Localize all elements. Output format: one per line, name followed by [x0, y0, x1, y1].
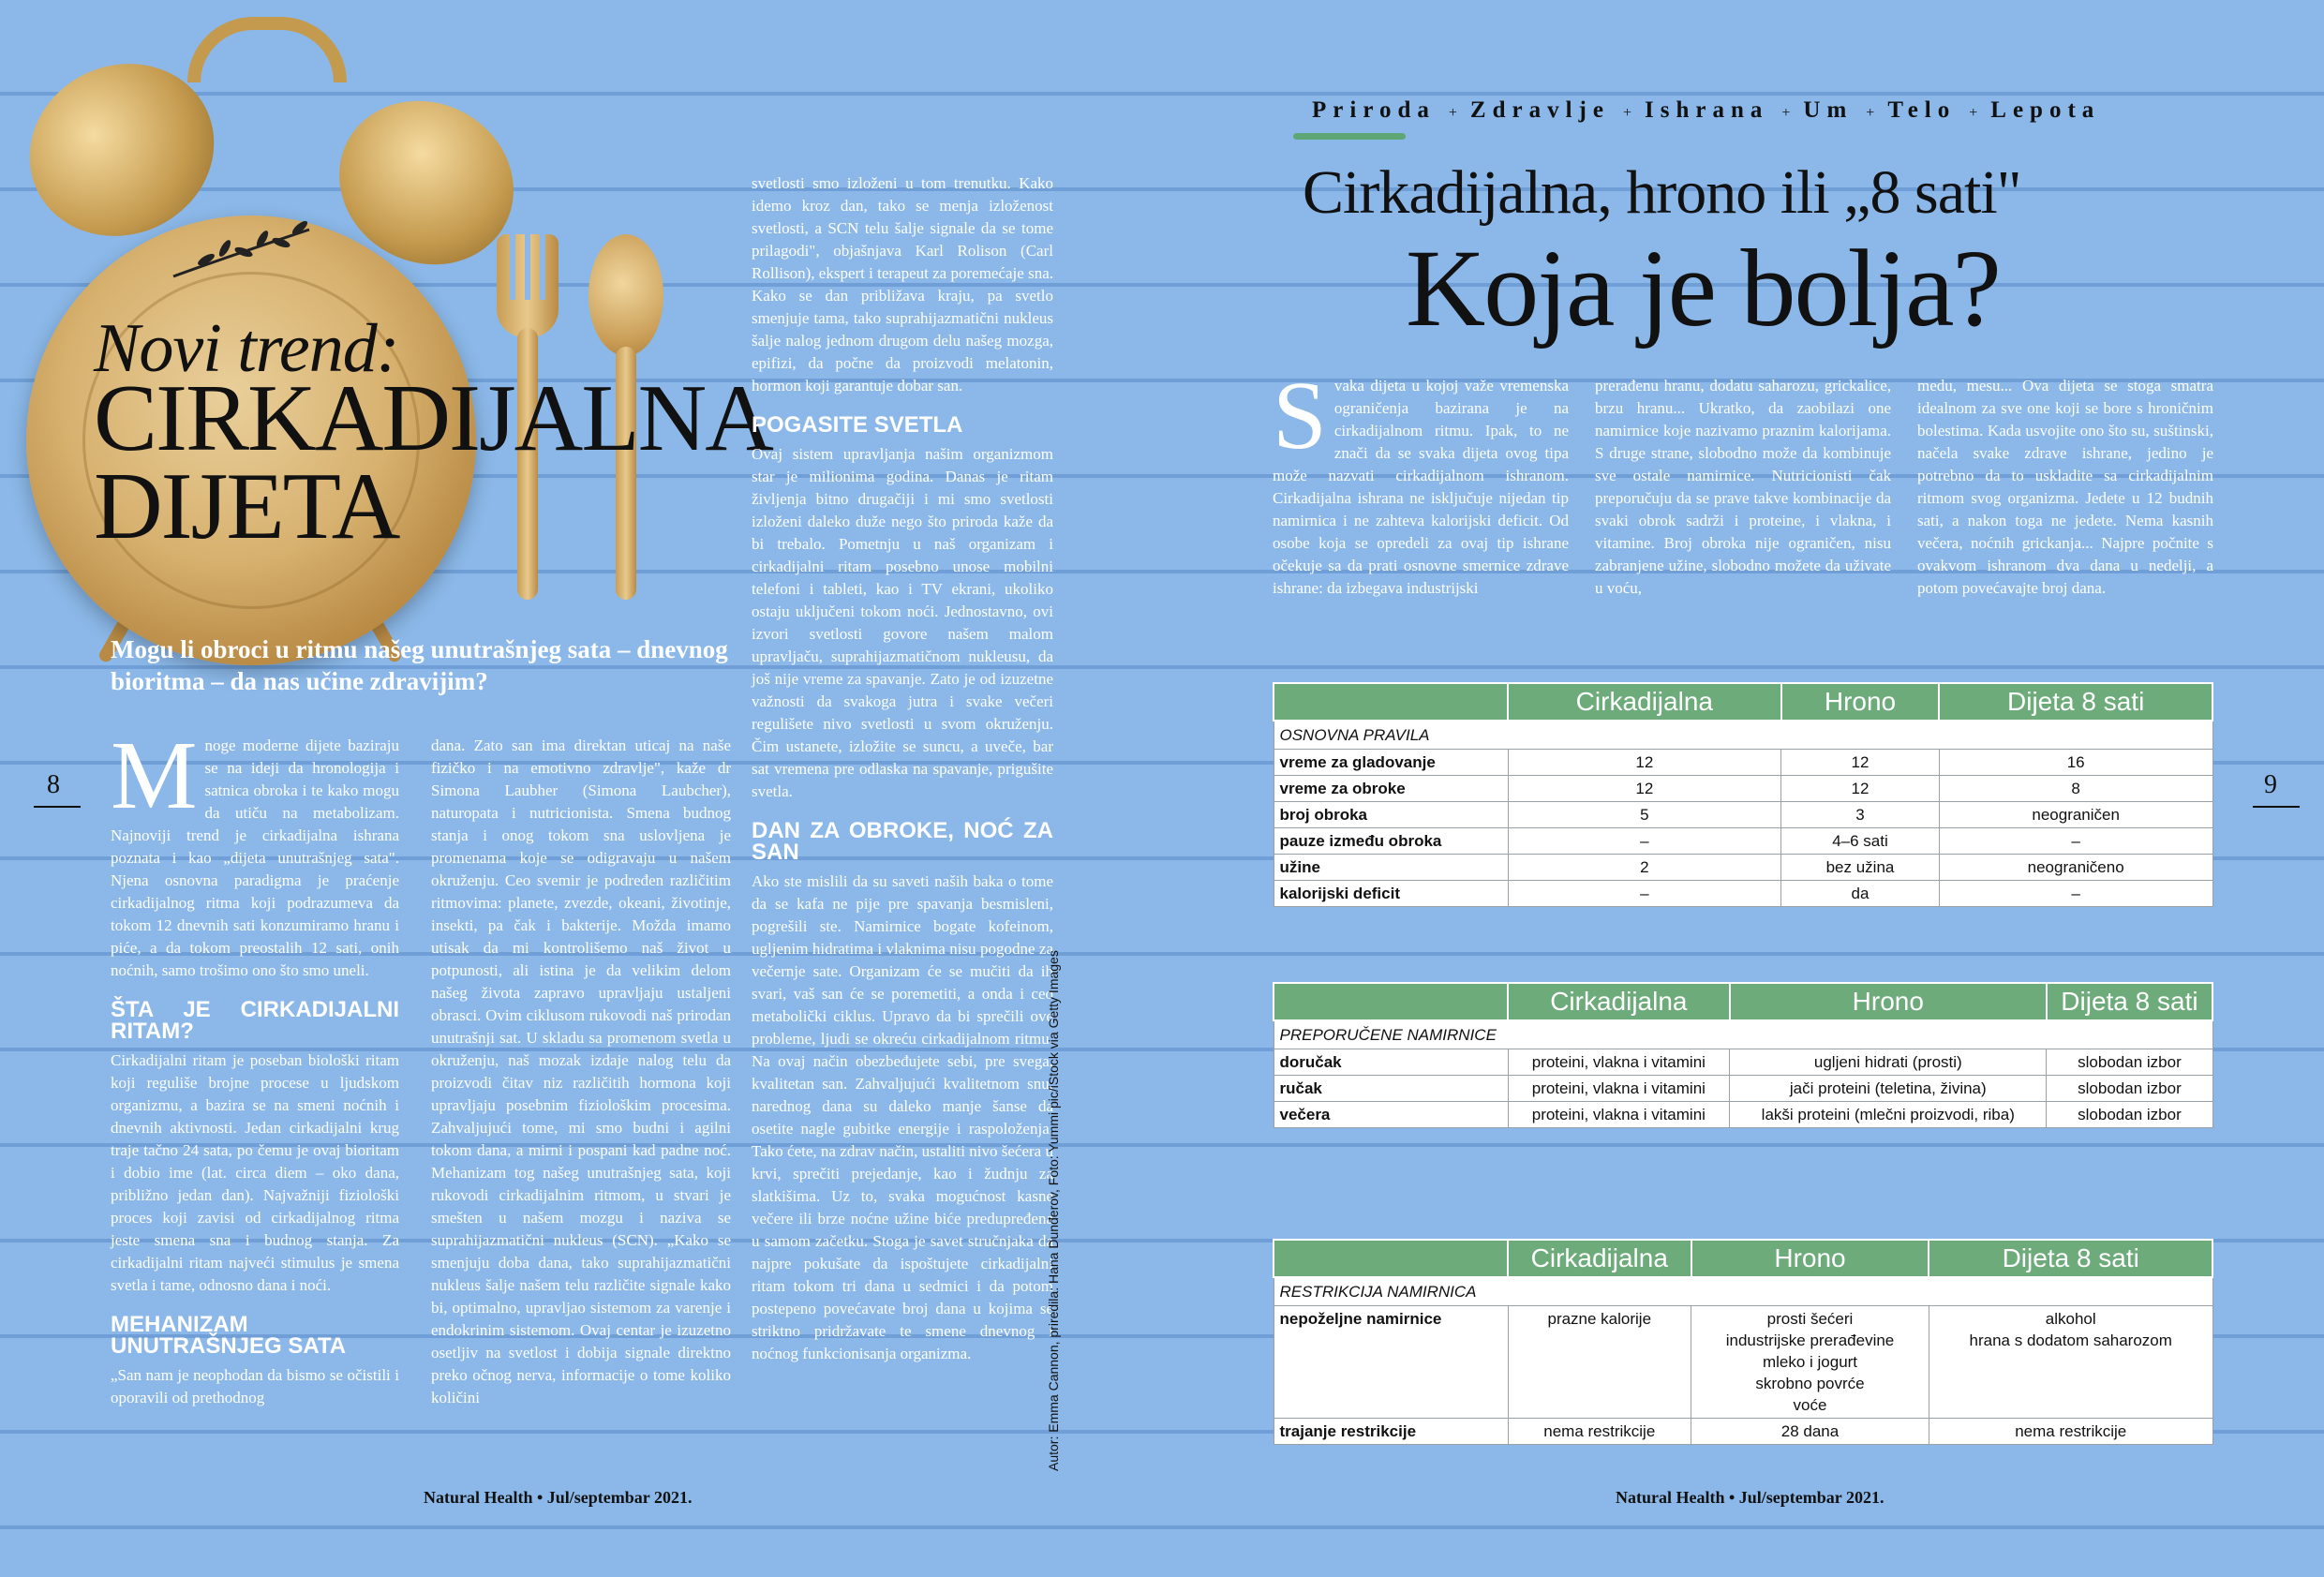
- table-cell: 12: [1508, 749, 1781, 775]
- table-cell: nema restrikcije: [1929, 1418, 2212, 1444]
- row-label: večera: [1274, 1101, 1508, 1127]
- row-label: broj obroka: [1274, 801, 1508, 827]
- table-section-label: PREPORUČENE NAMIRNICE: [1274, 1020, 2212, 1049]
- table-row: [1274, 775, 2212, 801]
- row-label: ručak: [1274, 1075, 1508, 1101]
- row-label: doručak: [1274, 1049, 1508, 1075]
- table-cell: 28 dana: [1691, 1418, 1929, 1444]
- page-number: 9: [2264, 770, 2277, 799]
- table-row: [1274, 1418, 2212, 1444]
- article-column-1: [111, 722, 399, 1409]
- column-header: Hrono: [1691, 1240, 1929, 1277]
- row-label: vreme za obroke: [1274, 775, 1508, 801]
- paragraph: prerađenu hranu, dodatu saharozu, grickalice, brzu hranu... Ukratko, da zaobilazi one namirnice koje nazivamo praznim kalorijama. S druge strane, slobodno može da kombinuje sve ostale namirnice. Nutricionisti čak preporučuju da se prave takve kombinacije da svaki obrok sadrži i proteine, i vlakna, i vitamine. Broj obroka nije ograničen, nisu zabranjene užine, slobodno možete da uživate u voću,: [1595, 377, 1891, 597]
- table-cell: lakši proteini (mlečni proizvodi, riba): [1730, 1101, 2047, 1127]
- table-row: [1274, 1049, 2212, 1075]
- row-label: užine: [1274, 854, 1508, 880]
- dropcap: S: [1273, 362, 1327, 469]
- table-row: [1274, 827, 2212, 854]
- table-cell: proteini, vlakna i vitamini: [1508, 1101, 1730, 1127]
- table-cell: nema restrikcije: [1508, 1418, 1691, 1444]
- headline-italic: Novi trend:: [94, 310, 399, 387]
- table-cell: 4–6 sati: [1781, 827, 1940, 854]
- subheading: POGASITE SVETLA: [752, 412, 963, 438]
- table-cell: 12: [1781, 749, 1940, 775]
- row-label: nepoželjne namirnice: [1274, 1305, 1508, 1418]
- table-row: [1274, 1075, 2212, 1101]
- comparison-table-food-restriction: [1273, 1239, 2213, 1445]
- column-header: Dijeta 8 sati: [2047, 983, 2212, 1020]
- topic-underline: [1293, 133, 1406, 140]
- table-cell: prazne kalorije: [1508, 1305, 1691, 1418]
- table-cell: –: [1508, 880, 1781, 906]
- table-cell: bez užina: [1781, 854, 1940, 880]
- table-cell: proteini, vlakna i vitamini: [1508, 1049, 1730, 1075]
- table-cell: 12: [1508, 775, 1781, 801]
- table-cell: jači proteini (teletina, živina): [1730, 1075, 2047, 1101]
- table-section-label: RESTRIKCIJA NAMIRNICA: [1274, 1277, 2212, 1305]
- page-number-rule: [2253, 806, 2300, 808]
- table-body: [1274, 721, 2212, 906]
- footer: Natural Health • Jul/septembar 2021.: [1616, 1488, 1885, 1507]
- intro-column-1: [1273, 362, 1569, 600]
- table-cell: –: [1939, 827, 2212, 854]
- table-cell: ugljeni hidrati (prosti): [1730, 1049, 2047, 1075]
- topic-bar: Priroda + Zdravlje + Ishrana + Um + Telo + Lepota: [1312, 97, 2101, 123]
- paragraph: Ovaj sistem upravljanja našim organizmom star je milionima godina. Danas je ritam življenja bitno drugačiji i mi smo svetlosti izloženi daleko duže nego što priroda kaže da bi trebalo. Pometnju u naš organizam i cirkadijalni ritam posebno unose mobilni telefoni i tableti, kao i TV ekrani, ukoliko ostaju uključeni tokom noći. Jednostavno, ovi izvori svetlosti govore našem malom upravljaču, suprahijazmatičnom nukleusu, da još nije vreme za spavanje. Zato je od izuzetne važnosti da svakoga jutra i svake večeri regulišete nivo svetlosti u svom okruženju. Čim ustanete, izložite se suncu, a uveče, bar sat vremena pre odlaska na spavanje, prigušite svetla.: [752, 445, 1053, 800]
- topic: Priroda: [1312, 97, 1436, 123]
- comparison-table-basic-rules: [1273, 682, 2213, 907]
- dropcap: M: [111, 722, 198, 829]
- table-row: [1274, 801, 2212, 827]
- table-cell: da: [1781, 880, 1940, 906]
- table-cell: 3: [1781, 801, 1940, 827]
- table-row: [1274, 1305, 2212, 1418]
- topic: Telo: [1887, 97, 1957, 123]
- table-row: [1274, 1101, 2212, 1127]
- page-number: 8: [47, 770, 60, 799]
- paragraph: Ako ste mislili da su saveti naših baka o tome da se kafa ne pije pre spavanja besmisleni, pogrešili ste. Namirnice bogate kofeinom, ugljenim hidratima i vlaknima nisu pogodne za večernje sate. Organizam će se mučiti da ih svari, vaš san će se poremetiti, a onda i ceo metabolički ciklus. Upravo da bi sprečili ove probleme, ljudi se okreću cirkadijalnom ritmu. Na ovaj način obezbeđujete sebi, pre svega, kvalitetan san. Zahvaljujući kvalitetnom snu, narednog dana su daleko manje šanse da osetite nagle gubitke energije i raspoloženja. Tako ćete, na zdrav način, ustaliti nivo šećera u krvi, sprečiti prejedanje, kao i žudnju za slatkišima. Uz to, svaka mogućnost kasne večere ili brze noćne užine biće predupređena u samom začetku. Stoga je savet stručnjaka da najpre pokušate da ispoštujete cirkadijalni ritam tokom tri dana u sedmici i da potom postepeno povećavate broj dana u kojima se striktno pridržavate te smene dnevnog i noćnog funkcionisanja organizma.: [752, 872, 1053, 1362]
- article-column-2: [431, 735, 731, 1409]
- table-cell: alkohol hrana s dodatom saharozom: [1929, 1305, 2212, 1418]
- table-cell: neograničen: [1939, 801, 2212, 827]
- column-header: Cirkadijalna: [1508, 1240, 1691, 1277]
- column-header: Hrono: [1781, 683, 1940, 721]
- table-cell: prosti šećeri industrijske prerađevine mleko i jogurt skrobno povrće voće: [1691, 1305, 1929, 1418]
- page-title-line-2: Koja je bolja?: [1406, 227, 2000, 350]
- table-body: [1274, 1020, 2212, 1127]
- paragraph: dana. Zato san ima direktan uticaj na naše fizičko i na emotivno zdravlje", kaže dr Simona Laubher (Simona Laubcher), naturopata i nutricionista. Smena budnog stanja i onog tokom sna uslovljena je promenama koje se odigravaju u našem okruženju. Ceo svemir je podređen različitim ritmovima: planete, zvezde, okeani, životinje, insekti, pa čak i bakterije. Možda imamo utisak da mi kontrolišemo naš život u potpunosti, ali istina je da velikim delom našeg života zapravo upravljaju ustaljeni obrasci. Ovim ciklusom rukovodi naš prirodan unutrašnji sat. U skladu sa promenom svetla u okruženju, naš mozak izdaje nalog telu da proizvodi čitav niz različitih hormona koji upravljaju posebnim fiziološkim procesima. Zahvaljujući tome, mi smo budni i agilni tokom dana, a mirni i pospani kad padne noć. Mehanizam tog našeg unutrašnjeg sata, koji rukovodi cirkadijalnim ritmom, u stvari je smešten u našem mozgu i naziva se suprahijazmatični nukleus (SCN). „Kako se smenjuju doba dana, tako suprahijazmatični nukleus šalje našem telu različite signale kako bi, optimalno, upravljao sistemom za varenje i endokrinim sistemom. Ovaj centar je izuzetno osetljiv na svetlost i dobija signale direktno preko očnog nerva, informacije o tome koliko količini: [431, 736, 731, 1406]
- row-label: kalorijski deficit: [1274, 880, 1508, 906]
- topic: Ishrana: [1644, 97, 1769, 123]
- table-body: [1274, 1277, 2212, 1444]
- column-header: Cirkadijalna: [1508, 983, 1730, 1020]
- headline-line-1: CIRKADIJALNA: [94, 365, 772, 471]
- topic: Lepota: [1990, 97, 2101, 123]
- table-cell: 5: [1508, 801, 1781, 827]
- table-cell: 16: [1939, 749, 2212, 775]
- paragraph: Cirkadijalni ritam je poseban biološki ritam koji reguliše brojne procese u ljudskom organizmu, a bazira se na smeni noćnih i dnevnih aktivnosti. Jedan cirkadijalni krug traje tačno 24 sata, po čemu je ovaj bioritam i dobio ime (lat. circa diem – oko dana, približno jedan dan). Najvažniji fiziološki proces koji zavisi od cirkadijalnog ritma jeste smena sna i budnog stanja. Za cirkadijalni ritam najveći stimulus je smena svetla i tame, odnosno dana i noći.: [111, 1051, 399, 1294]
- intro-column-2: [1595, 375, 1891, 600]
- paragraph: vaka dijeta u kojoj važe vremenska ograničenja bazirana je na cirkadijalnom ritmu. Ipak, to ne znači da se svaka dijeta ovog tipa može nazvati cirkadijalnom ishranom. Cirkadijalna ishrana ne isključuje nijedan tip namirnica i ne zahteva kalorijski deficit. Od osobe koja se opredeli za ovaj tip ishrane očekuje sa da prati osnovne smernice zdrave ishrane: da izbegava industrijski: [1273, 377, 1569, 597]
- topic: Zdravlje: [1469, 97, 1610, 123]
- article-column-3: [752, 172, 1053, 1365]
- subheading: MEHANIZAM UNUTRAŠNJEG SATA: [111, 1312, 347, 1359]
- row-label: vreme za gladovanje: [1274, 749, 1508, 775]
- table-cell: 12: [1781, 775, 1940, 801]
- footer: Natural Health • Jul/septembar 2021.: [424, 1488, 693, 1507]
- table-cell: slobodan izbor: [2047, 1075, 2212, 1101]
- subheading: DAN ZA OBROKE, NOĆ ZA SAN: [752, 818, 1053, 865]
- table-cell: 2: [1508, 854, 1781, 880]
- table-cell: slobodan izbor: [2047, 1101, 2212, 1127]
- page-number-rule: [34, 806, 81, 808]
- paragraph: svetlosti smo izloženi u tom trenutku. Kako idemo kroz dan, tako se menja izloženost svetlosti, a SCN telu šalje signale da se tome prilagodi", objašnjava Karl Rolison (Carl Rollison), ekspert i terapeut za poremećaje sna. Kako se dan približava kraju, pa svetlo smenjuje tama, tako suprahijazmatični nukleus šalje nalog jednom drugom delu našeg mozga, epifizi, da počne da proizvodi melatonin, hormon koji garantuje dobar san.: [752, 174, 1053, 394]
- comparison-table-recommended-foods: [1273, 982, 2213, 1128]
- headline: [94, 365, 772, 559]
- right-page: [1162, 0, 2324, 1577]
- table-section-label: OSNOVNA PRAVILA: [1274, 721, 2212, 749]
- column-header: Dijeta 8 sati: [1929, 1240, 2212, 1277]
- table-cell: –: [1939, 880, 2212, 906]
- intro-column-3: [1917, 375, 2213, 600]
- lead-text: Mogu li obroci u ritmu našeg unutrašnjeg sata – dnevnog bioritma – da nas učine zdravijim?: [111, 635, 728, 695]
- column-header: Cirkadijalna: [1508, 683, 1781, 721]
- paragraph: medu, mesu... Ova dijeta se stoga smatra idealnom za sve one koji se bore s hroničnim bolestima. Kada usvojite ono što su, suštinski, načela svake zdrave ishrane, jedino je potrebno da to uskladite sa cirkadijalnim ritmom svog organizma. Jedete u 12 budnih sati, a nakon toga ne jedete. Nema kasnih večera, noćnih grickanja... Najpre počnite s ovakvom ishranom dva dana u nedelji, a potom povećavajte broj dana.: [1917, 377, 2213, 597]
- table-cell: –: [1508, 827, 1781, 854]
- table-cell: slobodan izbor: [2047, 1049, 2212, 1075]
- topic: Um: [1803, 97, 1854, 123]
- subheading: ŠTA JE CIRKADIJALNI RITAM?: [111, 997, 399, 1044]
- table-cell: neograničeno: [1939, 854, 2212, 880]
- headline-line-2: DIJETA: [94, 454, 399, 559]
- row-label: pauze između obroka: [1274, 827, 1508, 854]
- column-header: Dijeta 8 sati: [1939, 683, 2212, 721]
- table-cell: 8: [1939, 775, 2212, 801]
- branch-ornament-icon: [169, 220, 319, 286]
- paragraph: „San nam je neophodan da bismo se očistili i oporavili od prethodnog: [111, 1366, 399, 1406]
- table-row: [1274, 880, 2212, 906]
- paragraph: noge moderne dijete baziraju se na ideji da hronologija i satnica obroka i te kako mogu da utiču na metabolizam. Najnoviji trend je cirkadijalna ishrana poznata i kao „dijeta unutrašnjeg sata". Njena osnovna paradigma je praćenje cirkadijalnog ritma koji podrazumeva da tokom 12 dnevnih sati konzumiramo hranu i piće, a da tokom preostalih 12 sati, onih noćnih, samo trošimo ono što smo uneli.: [111, 736, 399, 979]
- page-title-line-1: Cirkadijalna, hrono ili „8 sati": [1303, 158, 2021, 227]
- table-row: [1274, 854, 2212, 880]
- column-header: Hrono: [1730, 983, 2047, 1020]
- table-cell: proteini, vlakna i vitamini: [1508, 1075, 1730, 1101]
- photo-credit: Autor: Emma Cannon, priredila: Hana Dunđerov, Foto: Yummi pic/iStock via Getty Images: [1046, 950, 1061, 1471]
- clock-handle: [187, 17, 347, 82]
- table-row: [1274, 749, 2212, 775]
- row-label: trajanje restrikcije: [1274, 1418, 1508, 1444]
